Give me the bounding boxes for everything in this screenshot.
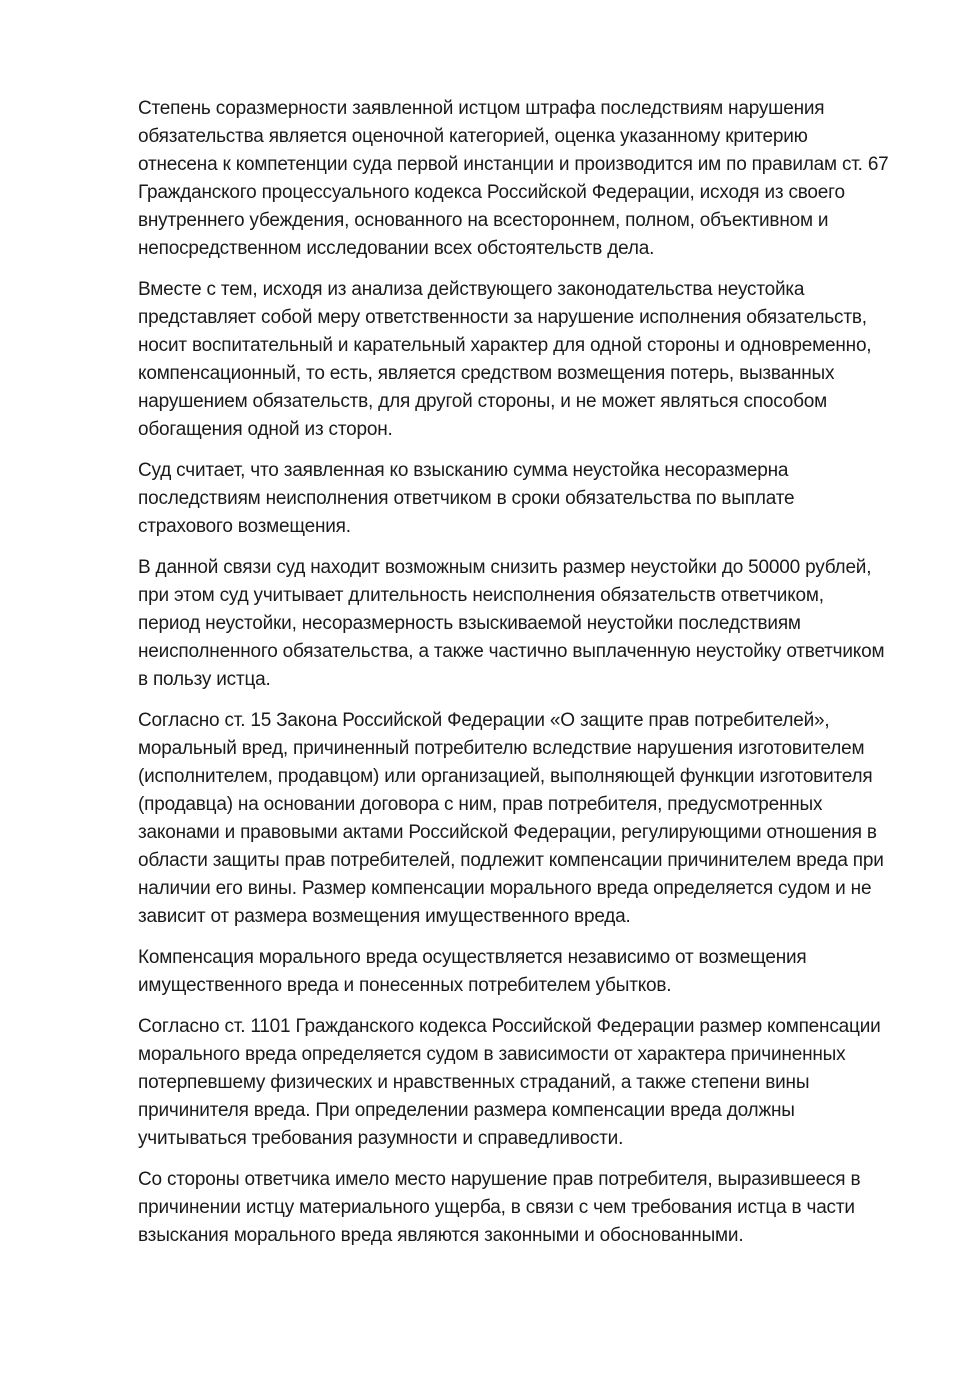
paragraph-court-opinion-disproportionate: Суд считает, что заявленная ко взысканию сумма неустойка несоразмерна последствиям неисполнения ответчиком в сроки обязательства по выплате страхового возмещения. bbox=[138, 460, 795, 537]
paragraph-article-15-consumer-rights: Согласно ст. 15 Закона Российской Федерации «О защите прав потребителей», моральный вред, причиненный потребителю вследствие нарушения изготовителем (исполнителем, продавцом) или организацией, выполняющей функции изготовителя (продавца) на основании договора с ним, прав потребителя, предусмотренных законами и правовыми актами Российской Федерации, регулирующими отношения в области защиты прав потребителей, подлежит компенсации причинителем вреда при наличии его вины. Размер компенсации морального вреда определяется судом и не зависит от размера возмещения имущественного вреда. bbox=[138, 710, 884, 927]
document-body bbox=[138, 95, 890, 1250]
paragraph-moral-damage-compensation: Компенсация морального вреда осуществляется независимо от возмещения имущественного вреда и понесенных потребителем убытков. bbox=[138, 947, 807, 996]
paragraph-proportionality-assessment: Степень соразмерности заявленной истцом штрафа последствиям нарушения обязательства является оценочной категорией, оценка указанному критерию отнесена к компетенции суда первой инстанции и производится им по правилам ст. 67 Гражданского процессуального кодекса Российской Федерации, исходя из своего внутреннего убеждения, основанного на всестороннем, полном, объективном и непосредственном исследовании всех обстоятельств дела. bbox=[138, 98, 889, 259]
paragraph-penalty-nature: Вместе с тем, исходя из анализа действующего законодательства неустойка представляет собой меру ответственности за нарушение исполнения обязательств, носит воспитательный и карательный характер для одной стороны и одновременно, компенсационный, то есть, является средством возмещения потерь, вызванных нарушением обязательств, для другой стороны, и не может являться способом обогащения одной из сторон. bbox=[138, 279, 872, 440]
paragraph-defendant-violation-conclusion: Со стороны ответчика имело место нарушение прав потребителя, выразившееся в причинении истцу материального ущерба, в связи с чем требования истца в части взыскания морального вреда являются законными и обоснованными. bbox=[138, 1169, 861, 1246]
paragraph-article-1101-civil-code: Согласно ст. 1101 Гражданского кодекса Российской Федерации размер компенсации морального вреда определяется судом в зависимости от характера причиненных потерпевшему физических и нравственных страданий, а также степени вины причинителя вреда. При определении размера компенсации вреда должны учитываться требования разумности и справедливости. bbox=[138, 1016, 881, 1149]
paragraph-penalty-reduction-50000: В данной связи суд находит возможным снизить размер неустойки до 50000 рублей, при этом суд учитывает длительность неисполнения обязательств ответчиком, период неустойки, несоразмерность взыскиваемой неустойки последствиям неисполненного обязательства, а также частично выплаченную неустойку ответчиком в пользу истца. bbox=[138, 557, 885, 690]
